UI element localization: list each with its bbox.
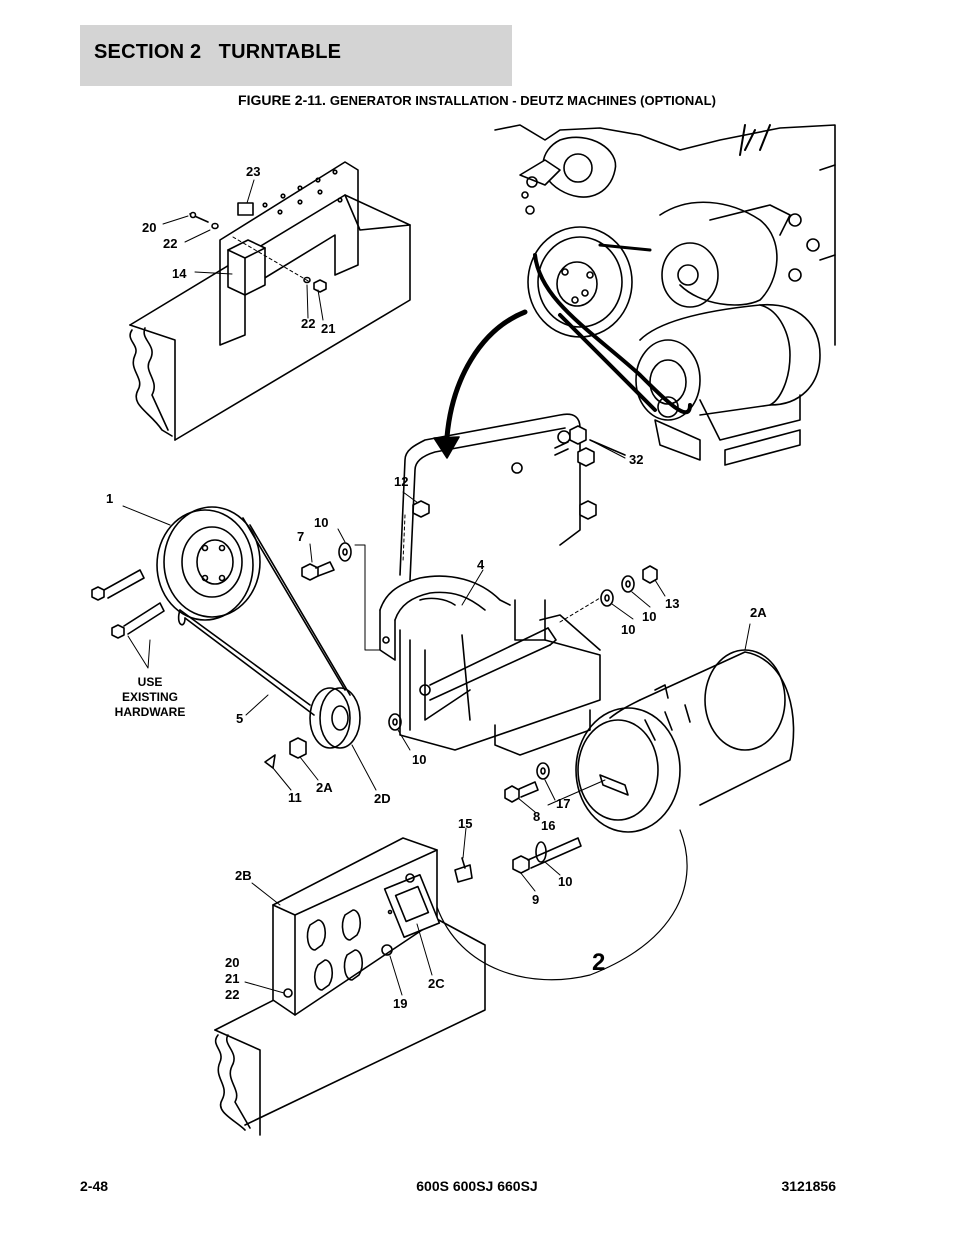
callout-10: 10 [558, 874, 573, 889]
crank-pulley-1 [157, 507, 260, 620]
callout-11: 11 [288, 790, 302, 805]
callout-7: 7 [297, 529, 305, 544]
callout-16: 16 [541, 818, 556, 833]
generator-mount-bracket [380, 414, 600, 755]
section-title: SECTION 2 TURNTABLE [94, 41, 342, 63]
page-number: 2-48 [80, 1178, 109, 1194]
callout-10: 10 [621, 622, 636, 637]
callout-5: 5 [236, 711, 244, 726]
callout-32: 32 [629, 452, 644, 467]
note-hardware: HARDWARE [114, 705, 186, 719]
hardware-12-nut [403, 501, 429, 562]
callout-8: 8 [533, 809, 541, 824]
note-use: USE [137, 675, 163, 689]
engine-assembly [495, 125, 835, 465]
hardware-15-clip [455, 858, 472, 882]
generator-link-arc [437, 830, 687, 980]
callout-22: 22 [163, 236, 178, 251]
note-existing: EXISTING [121, 690, 179, 704]
callout-14: 14 [172, 266, 187, 281]
callout-2B: 2B [235, 868, 252, 883]
callout-17: 17 [556, 796, 571, 811]
callout-10: 10 [314, 515, 329, 530]
figure-number: FIGURE 2-11. [238, 92, 326, 108]
callout-2A: 2A [750, 605, 767, 620]
callout-15: 15 [458, 816, 473, 831]
model-list: 600S 600SJ 660SJ [416, 1178, 538, 1194]
generator-pulley-2D [265, 688, 401, 768]
callout-19: 19 [393, 996, 408, 1011]
callout-20: 20 [225, 955, 240, 970]
callout-13: 13 [665, 596, 680, 611]
callout-20: 20 [142, 220, 157, 235]
callout-12: 12 [394, 474, 409, 489]
existing-hardware-bolts [92, 570, 164, 668]
callout-23: 23 [246, 164, 261, 179]
callout-21: 21 [321, 321, 336, 336]
callout-1: 1 [106, 491, 114, 506]
document-number: 3121856 [781, 1178, 836, 1194]
relay-14 [228, 203, 265, 295]
callout-22: 22 [225, 987, 240, 1002]
figure-caption: GENERATOR INSTALLATION - DEUTZ MACHINES (OPTIONAL) [329, 93, 716, 108]
callout-2C: 2C [428, 976, 445, 991]
callout-10: 10 [642, 609, 657, 624]
callout-4: 4 [477, 557, 485, 572]
upper-frame-tube [130, 195, 410, 440]
callout-22: 22 [301, 316, 316, 331]
callout-10: 10 [412, 752, 427, 767]
outlet-box-2B [273, 838, 439, 1015]
callout-2A: 2A [316, 780, 333, 795]
generator-2A [548, 650, 794, 832]
callout-9: 9 [532, 892, 540, 907]
callout-2D: 2D [374, 791, 391, 806]
callout-2-detail: 2 [592, 949, 606, 976]
callout-21: 21 [225, 971, 240, 986]
